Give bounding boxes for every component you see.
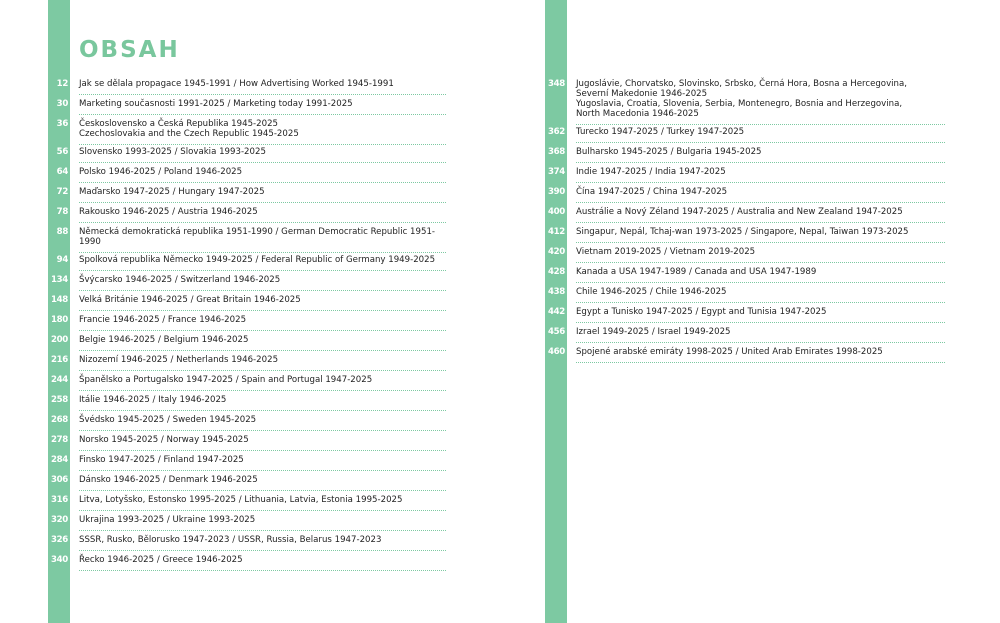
toc-page-number: 94 (56, 255, 68, 265)
toc-entry (545, 185, 945, 205)
toc-entry-title: Marketing současnosti 1991-2025 / Marketing today 1991-2025 (79, 97, 446, 115)
toc-entry (48, 117, 446, 145)
toc-entry (48, 225, 446, 253)
toc-entry (545, 325, 945, 345)
toc-entry (48, 493, 446, 513)
toc-page-number: 362 (547, 127, 565, 137)
toc-entry-title: Nizozemí 1946-2025 / Netherlands 1946-2025 (79, 353, 446, 371)
toc-entry-title: Španělsko a Portugalsko 1947-2025 / Spain and Portugal 1947-2025 (79, 373, 446, 391)
toc-entry-title: Jak se dělala propagace 1945-1991 / How Advertising Worked 1945-1991 (79, 77, 446, 95)
toc-page-number: 428 (547, 267, 565, 277)
toc-page-number: 30 (56, 99, 68, 109)
toc-entry (545, 345, 945, 365)
toc-entry-title: Chile 1946-2025 / Chile 1946-2025 (576, 285, 945, 303)
toc-entry-title: Spolková republika Německo 1949-2025 / Federal Republic of Germany 1949-2025 (79, 253, 446, 271)
toc-entry-title: Polsko 1946-2025 / Poland 1946-2025 (79, 165, 446, 183)
toc-page-number: 340 (50, 555, 68, 565)
page-title: OBSAH (79, 37, 180, 63)
toc-entry (48, 433, 446, 453)
toc-entry (48, 165, 446, 185)
toc-page-number: 412 (547, 227, 565, 237)
toc-entry-title: Francie 1946-2025 / France 1946-2025 (79, 313, 446, 331)
toc-page-number: 200 (50, 335, 68, 345)
toc-page-number: 348 (547, 79, 565, 89)
toc-page-number: 72 (56, 187, 68, 197)
toc-page-number: 244 (50, 375, 68, 385)
toc-page-number: 326 (50, 535, 68, 545)
toc-page-number: 12 (56, 79, 68, 89)
toc-entry (545, 125, 945, 145)
toc-entry-title: Izrael 1949-2025 / Israel 1949-2025 (576, 325, 945, 343)
toc-entry-title: Austrálie a Nový Zéland 1947-2025 / Australia and New Zealand 1947-2025 (576, 205, 945, 223)
toc-entry-title: Slovensko 1993-2025 / Slovakia 1993-2025 (79, 145, 446, 163)
toc-entry-title: Bulharsko 1945-2025 / Bulgaria 1945-2025 (576, 145, 945, 163)
toc-entry-title: Ukrajina 1993-2025 / Ukraine 1993-2025 (79, 513, 446, 531)
toc-entry (48, 413, 446, 433)
toc-page-number: 36 (56, 119, 68, 129)
toc-entry-title: Egypt a Tunisko 1947-2025 / Egypt and Tunisia 1947-2025 (576, 305, 945, 323)
toc-entry-title: Řecko 1946-2025 / Greece 1946-2025 (79, 553, 446, 571)
toc-entry (48, 185, 446, 205)
toc-entry (48, 205, 446, 225)
toc-entry (48, 145, 446, 165)
toc-entry (48, 533, 446, 553)
toc-entry (545, 77, 945, 125)
toc-page-number: 278 (50, 435, 68, 445)
toc-page-number: 442 (547, 307, 565, 317)
toc-entry-title: Rakousko 1946-2025 / Austria 1946-2025 (79, 205, 446, 223)
toc-page-number: 180 (50, 315, 68, 325)
toc-entry-title: Československo a Česká Republika 1945-2025 Czechoslovakia and the Czech Republic 1945-2025 (79, 117, 446, 145)
toc-entry-title: Indie 1947-2025 / India 1947-2025 (576, 165, 945, 183)
toc-entry (48, 333, 446, 353)
toc-list-left (48, 77, 446, 573)
toc-entry (48, 373, 446, 393)
toc-entry (48, 293, 446, 313)
toc-page-number: 284 (50, 455, 68, 465)
toc-entry (545, 245, 945, 265)
toc-entry-title: Maďarsko 1947-2025 / Hungary 1947-2025 (79, 185, 446, 203)
toc-entry (48, 513, 446, 533)
toc-entry (48, 473, 446, 493)
toc-page-number: 390 (547, 187, 565, 197)
toc-entry-title: Spojené arabské emiráty 1998-2025 / United Arab Emirates 1998-2025 (576, 345, 945, 363)
toc-entry-title: Belgie 1946-2025 / Belgium 1946-2025 (79, 333, 446, 351)
toc-entry (48, 553, 446, 573)
toc-page-number: 134 (50, 275, 68, 285)
toc-entry-title: Turecko 1947-2025 / Turkey 1947-2025 (576, 125, 945, 143)
toc-page-number: 374 (547, 167, 565, 177)
toc-page-number: 456 (547, 327, 565, 337)
toc-entry (48, 253, 446, 273)
toc-entry-title: Vietnam 2019-2025 / Vietnam 2019-2025 (576, 245, 945, 263)
toc-entry-title: SSSR, Rusko, Bělorusko 1947-2023 / USSR, Russia, Belarus 1947-2023 (79, 533, 446, 551)
toc-entry-title: Velká Británie 1946-2025 / Great Britain 1946-2025 (79, 293, 446, 311)
toc-entry (48, 353, 446, 373)
toc-entry-title: Jugoslávie, Chorvatsko, Slovinsko, Srbsko, Černá Hora, Bosna a Hercegovina, Severní Makedonie 1946-2025 Yugoslavia, Croatia, Slovenia, Serbia, Montenegro, Bosnia and Herzegovina, North Macedonia 1946-2025 (576, 77, 945, 125)
toc-page-number: 320 (50, 515, 68, 525)
toc-page-number: 460 (547, 347, 565, 357)
toc-entry-title: Singapur, Nepál, Tchaj-wan 1973-2025 / Singapore, Nepal, Taiwan 1973-2025 (576, 225, 945, 243)
toc-page-number: 56 (56, 147, 68, 157)
toc-page-number: 368 (547, 147, 565, 157)
toc-entry (48, 273, 446, 293)
toc-page-number: 78 (56, 207, 68, 217)
toc-entry (545, 265, 945, 285)
toc-page-number: 316 (50, 495, 68, 505)
toc-entry-title: Finsko 1947-2025 / Finland 1947-2025 (79, 453, 446, 471)
toc-entry (48, 77, 446, 97)
toc-entry (545, 205, 945, 225)
toc-entry (48, 453, 446, 473)
toc-entry-title: Kanada a USA 1947-1989 / Canada and USA 1947-1989 (576, 265, 945, 283)
toc-entry (545, 305, 945, 325)
toc-entry-title: Čína 1947-2025 / China 1947-2025 (576, 185, 945, 203)
toc-entry-title: Dánsko 1946-2025 / Denmark 1946-2025 (79, 473, 446, 491)
toc-entry-title: Litva, Lotyšsko, Estonsko 1995-2025 / Lithuania, Latvia, Estonia 1995-2025 (79, 493, 446, 511)
toc-entry (48, 313, 446, 333)
toc-page-number: 400 (547, 207, 565, 217)
toc-page-number: 148 (50, 295, 68, 305)
toc-entry-title: Norsko 1945-2025 / Norway 1945-2025 (79, 433, 446, 451)
toc-page-number: 420 (547, 247, 565, 257)
toc-page-number: 216 (50, 355, 68, 365)
toc-entry (48, 97, 446, 117)
toc-entry-title: Itálie 1946-2025 / Italy 1946-2025 (79, 393, 446, 411)
toc-entry (48, 393, 446, 413)
toc-page-number: 438 (547, 287, 565, 297)
toc-entry (545, 145, 945, 165)
toc-entry (545, 225, 945, 245)
toc-entry (545, 165, 945, 185)
right-page (500, 0, 1000, 623)
toc-page-number: 258 (50, 395, 68, 405)
toc-entry-title: Švýcarsko 1946-2025 / Switzerland 1946-2025 (79, 273, 446, 291)
toc-page-number: 64 (56, 167, 68, 177)
toc-page-number: 268 (50, 415, 68, 425)
toc-entry-title: Německá demokratická republika 1951-1990 / German Democratic Republic 1951-1990 (79, 225, 446, 253)
toc-page-number: 88 (56, 227, 68, 237)
toc-page-number: 306 (50, 475, 68, 485)
toc-list-right (545, 77, 945, 365)
toc-entry (545, 285, 945, 305)
toc-entry-title: Švédsko 1945-2025 / Sweden 1945-2025 (79, 413, 446, 431)
